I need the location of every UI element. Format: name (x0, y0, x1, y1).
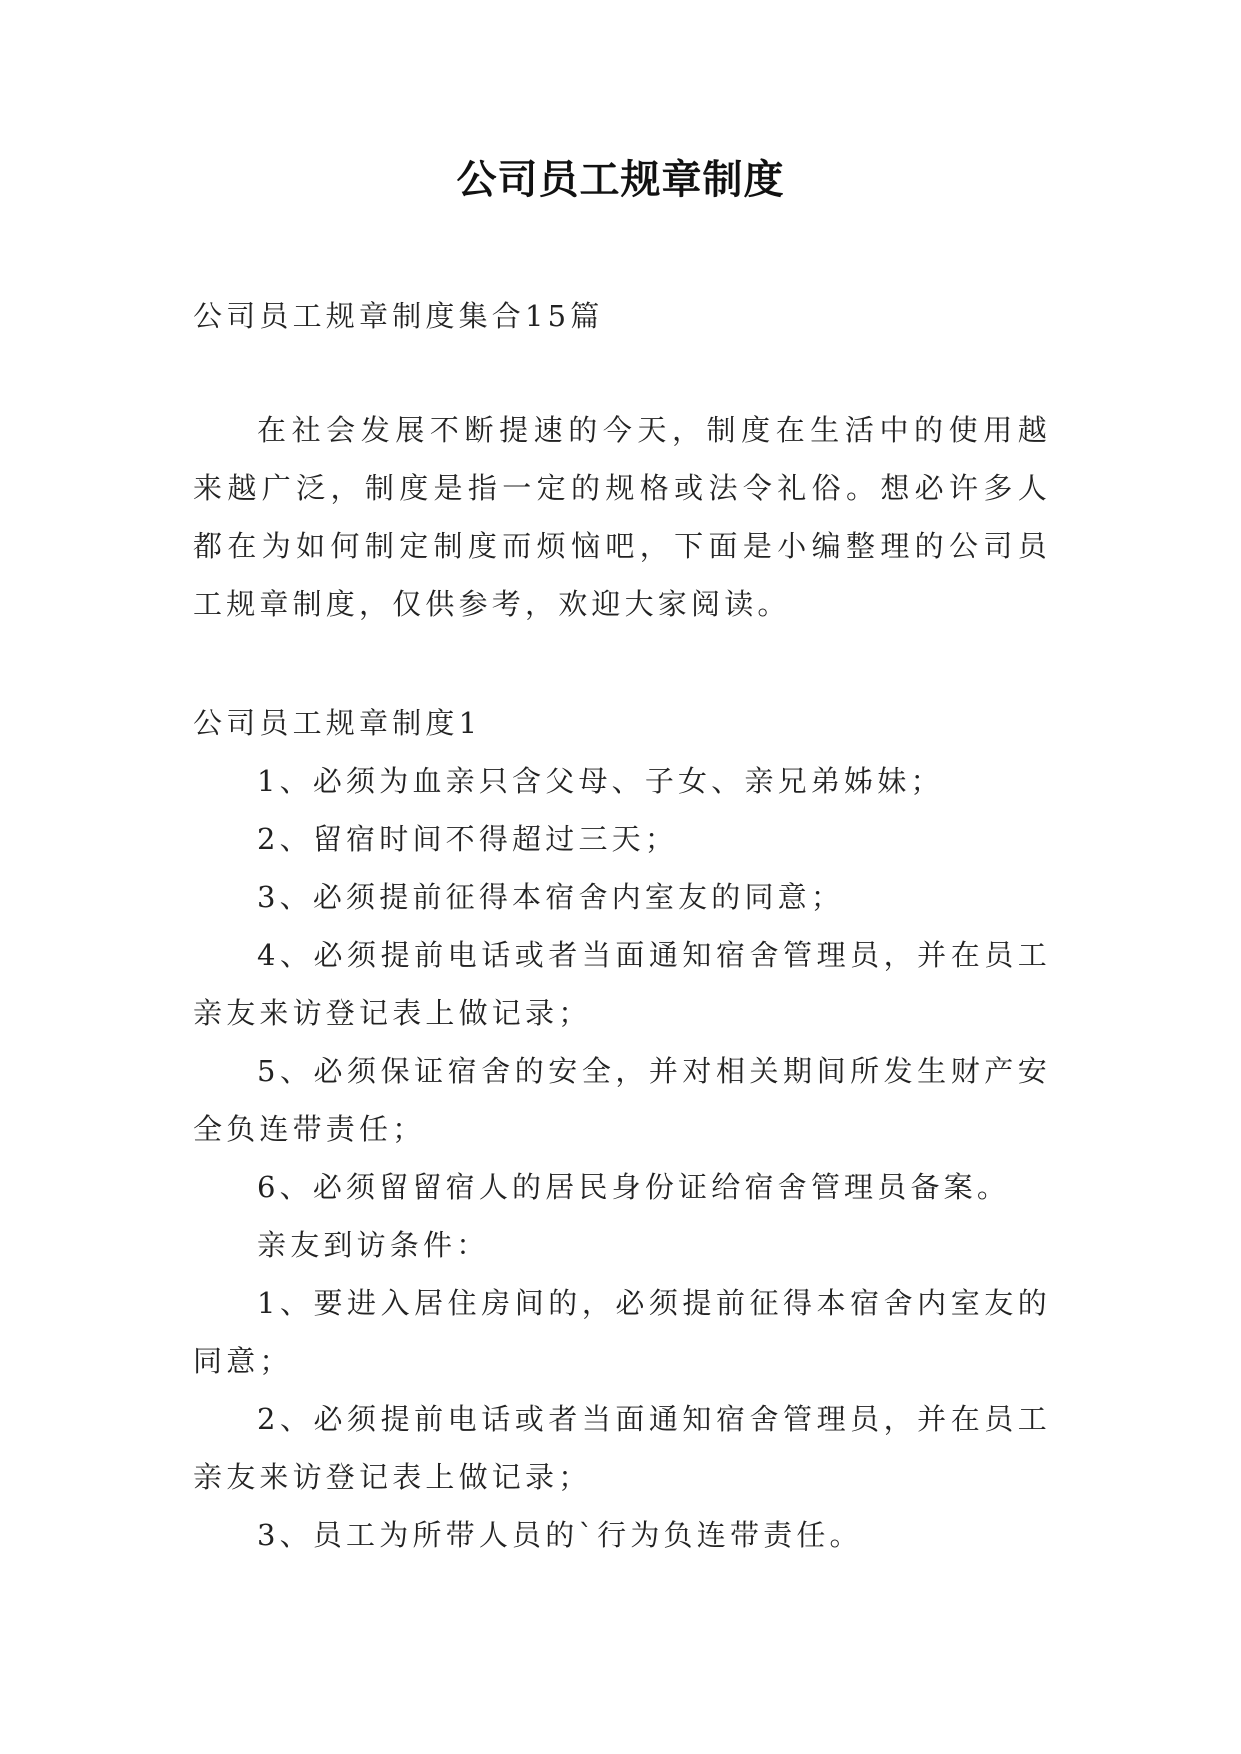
intro-paragraph: 在社会发展不断提速的今天，制度在生活中的使用越来越广泛，制度是指一定的规格或法令礼俗。想必许多人都在为如何制定制度而烦恼吧，下面是小编整理的公司员工规章制度，仅供参考，欢迎大家阅读。 (193, 413, 1051, 621)
rule-item-1: 1、必须为血亲只含父母、子女、亲兄弟姊妹； (257, 764, 944, 798)
rule-item-2: 2、留宿时间不得超过三天； (257, 822, 679, 856)
visit-condition-2: 2、必须提前电话或者当面通知宿舍管理员，并在员工亲友来访登记表上做记录； (193, 1402, 1051, 1494)
rule-item-5: 5、必须保证宿舍的安全，并对相关期间所发生财产安全负连带责任； (193, 1054, 1051, 1146)
visit-conditions-heading: 亲友到访条件： (257, 1228, 490, 1262)
visit-condition-3: 3、员工为所带人员的`行为负连带责任。 (257, 1518, 863, 1552)
rule-item-3: 3、必须提前征得本宿舍内室友的同意； (257, 880, 845, 914)
document-title: 公司员工规章制度 (456, 157, 785, 203)
rule-item-4: 4、必须提前电话或者当面通知宿舍管理员，并在员工亲友来访登记表上做记录； (193, 938, 1051, 1030)
visit-condition-1: 1、要进入居住房间的，必须提前征得本宿舍内室友的同意； (193, 1286, 1051, 1378)
section-1 (193, 694, 1051, 1564)
section-heading: 公司员工规章制度1 (193, 706, 482, 740)
document-subtitle: 公司员工规章制度集合15篇 (193, 299, 604, 333)
rule-item-6: 6、必须留留宿人的居民身份证给宿舍管理员备案。 (257, 1170, 1011, 1204)
